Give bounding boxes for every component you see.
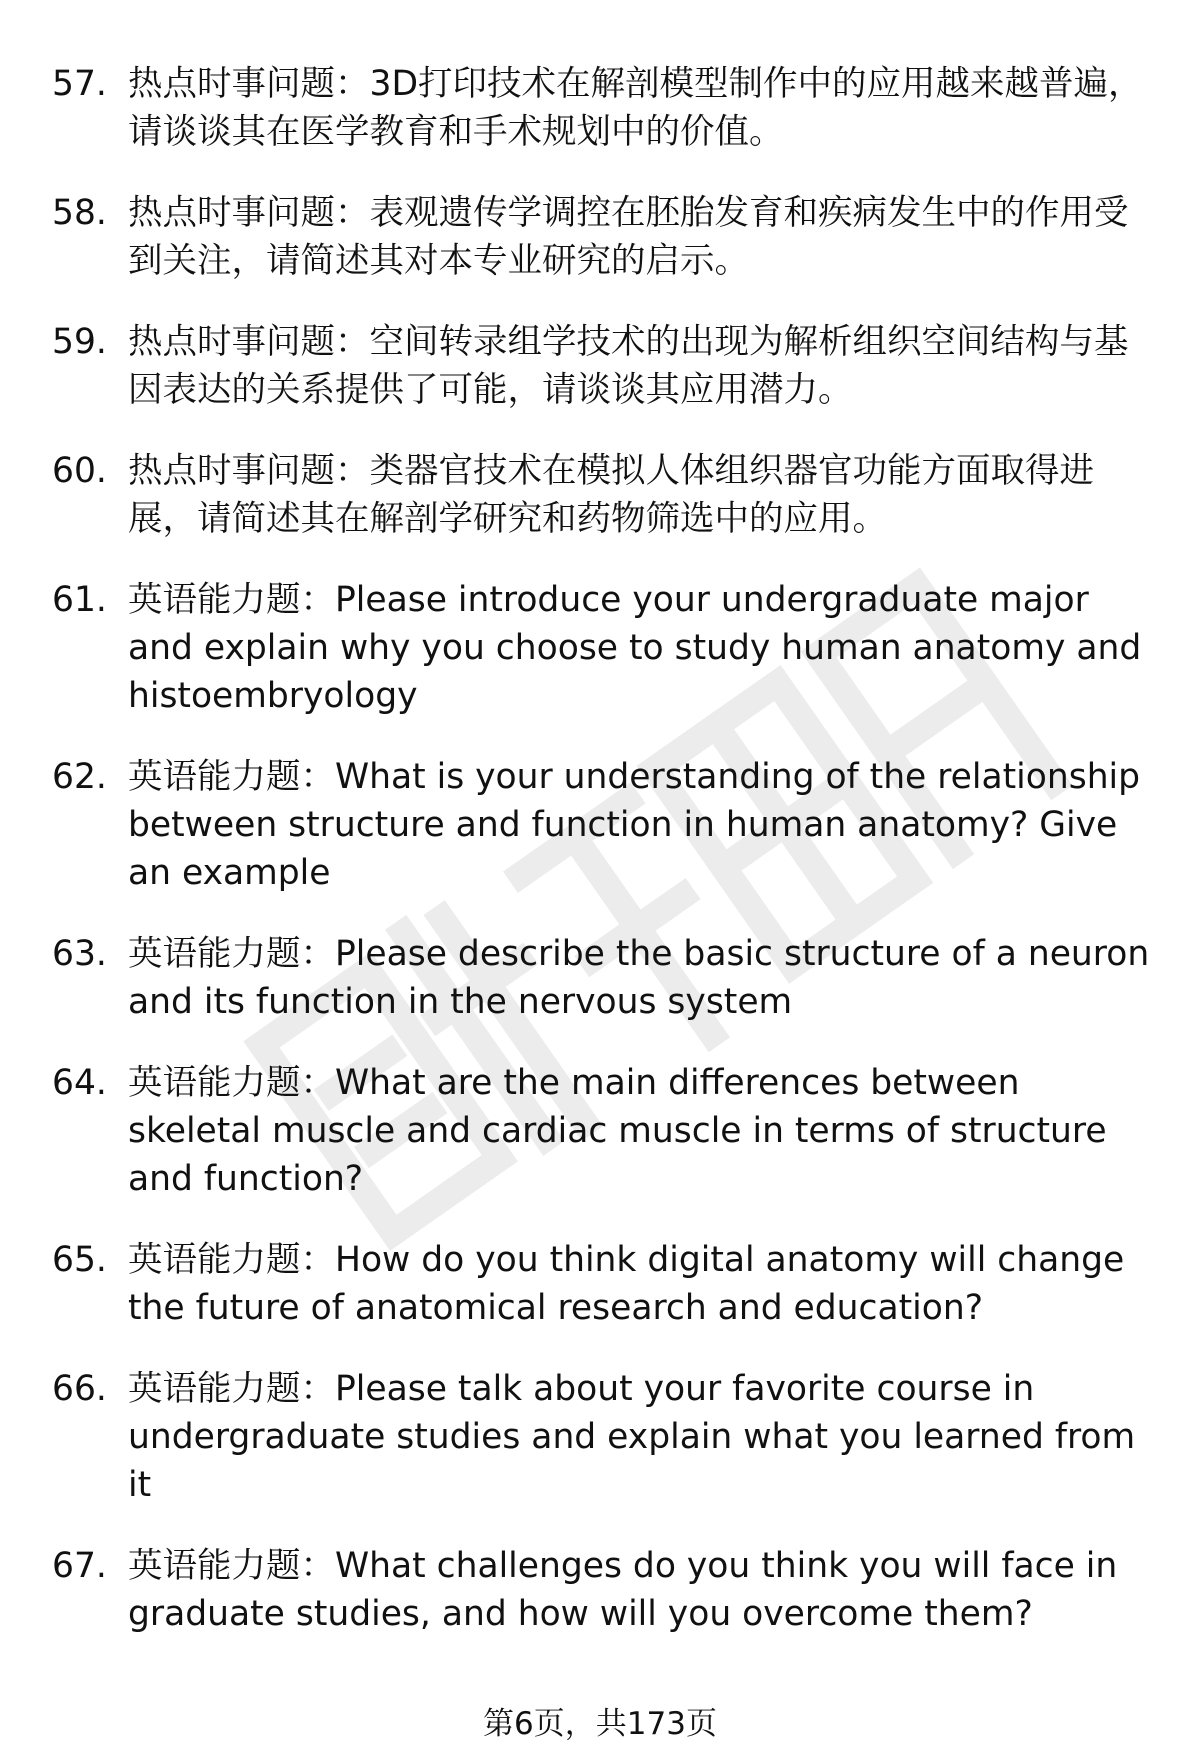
question-number: 61.	[52, 580, 107, 620]
question-item	[52, 1059, 1162, 1203]
question-item	[52, 318, 1162, 414]
question-item	[52, 189, 1162, 285]
question-category: 热点时事问题：	[128, 322, 370, 362]
question-number: 63.	[52, 934, 107, 974]
question-text: Please describe the basic structure of a neuron and its function in the nervous system	[128, 934, 1150, 1022]
question-text: What are the main differences between skeletal muscle and cardiac muscle in terms of structure and function?	[128, 1063, 1107, 1199]
page-number-footer: 第6页，共173页	[483, 1706, 717, 1742]
question-list	[52, 60, 1162, 1671]
question-number: 59.	[52, 322, 107, 362]
question-category: 英语能力题：	[128, 1546, 335, 1586]
question-text: What is your understanding of the relationship between structure and function in human anatomy? Give an example	[128, 757, 1141, 893]
question-text: 类器官技术在模拟人体组织器官功能方面取得进展，请简述其在解剖学研究和药物筛选中的应用。	[128, 451, 1094, 539]
question-number: 65.	[52, 1240, 107, 1280]
question-number: 67.	[52, 1546, 107, 1586]
question-number: 64.	[52, 1063, 107, 1103]
question-category: 英语能力题：	[128, 1240, 335, 1280]
question-category: 英语能力题：	[128, 757, 335, 797]
question-item	[52, 1365, 1162, 1509]
question-text: Please talk about your favorite course in undergraduate studies and explain what you learned from it	[128, 1369, 1136, 1505]
question-number: 66.	[52, 1369, 107, 1409]
question-category: 热点时事问题：	[128, 451, 370, 491]
question-item	[52, 447, 1162, 543]
question-item	[52, 930, 1162, 1026]
question-item	[52, 753, 1162, 897]
question-item	[52, 576, 1162, 720]
question-text: How do you think digital anatomy will change the future of anatomical research and education?	[128, 1240, 1125, 1328]
question-text: 3D打印技术在解剖模型制作中的应用越来越普遍，请谈谈其在医学教育和手术规划中的价值。	[128, 64, 1143, 152]
question-text: 空间转录组学技术的出现为解析组织空间结构与基因表达的关系提供了可能，请谈谈其应用潜力。	[128, 322, 1129, 410]
question-text: Please introduce your undergraduate major and explain why you choose to study human anatomy and histoembryology	[128, 580, 1142, 716]
question-item	[52, 60, 1162, 156]
question-category: 英语能力题：	[128, 1369, 335, 1409]
question-number: 62.	[52, 757, 107, 797]
question-category: 英语能力题：	[128, 1063, 335, 1103]
question-item	[52, 1542, 1162, 1638]
question-number: 58.	[52, 193, 107, 233]
question-number: 57.	[52, 64, 107, 104]
question-category: 热点时事问题：	[128, 64, 370, 104]
question-number: 60.	[52, 451, 107, 491]
question-item	[52, 1236, 1162, 1332]
question-text: 表观遗传学调控在胚胎发育和疾病发生中的作用受到关注，请简述其对本专业研究的启示。	[128, 193, 1129, 281]
question-category: 英语能力题：	[128, 580, 335, 620]
question-text: What challenges do you think you will face in graduate studies, and how will you overcome them?	[128, 1546, 1118, 1634]
question-category: 英语能力题：	[128, 934, 335, 974]
question-category: 热点时事问题：	[128, 193, 370, 233]
